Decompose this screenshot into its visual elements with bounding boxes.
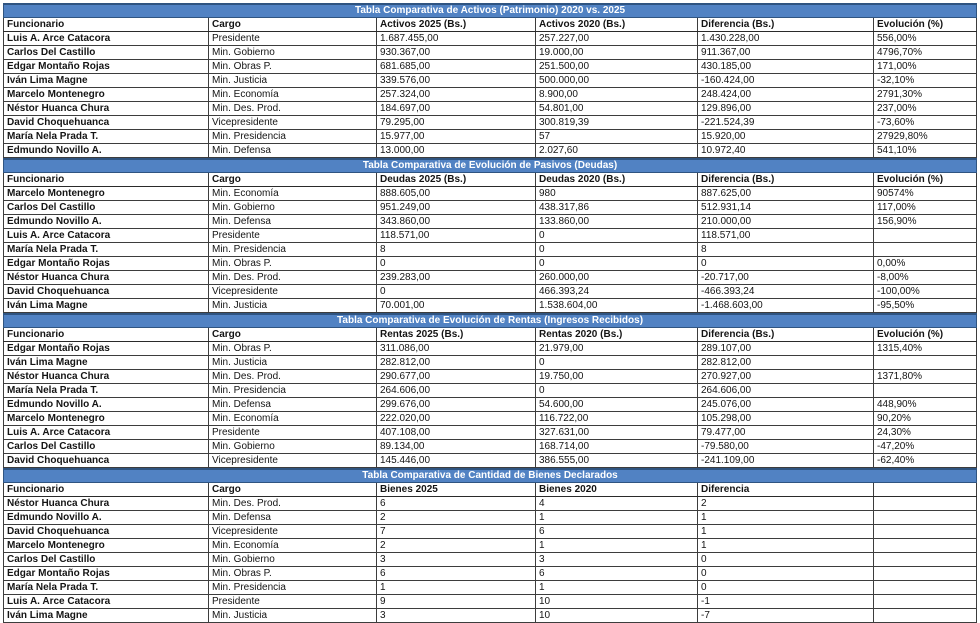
- cell-evolucion: [874, 609, 977, 623]
- column-header-evolucion: Evolución (%): [874, 328, 977, 342]
- cell-val-2020: 8.900,00: [536, 88, 698, 102]
- cell-cargo: Min. Presidencia: [209, 243, 377, 257]
- cell-funcionario: Marcelo Montenegro: [4, 88, 209, 102]
- cell-cargo: Min. Des. Prod.: [209, 271, 377, 285]
- cell-funcionario: Néstor Huanca Chura: [4, 370, 209, 384]
- cell-val-2025: 888.605,00: [377, 187, 536, 201]
- table-row: [4, 88, 977, 102]
- cell-cargo: Min. Justicia: [209, 74, 377, 88]
- cell-val-2025: 13.000,00: [377, 144, 536, 158]
- cell-evolucion: [874, 553, 977, 567]
- column-header-diferencia: Diferencia (Bs.): [698, 328, 874, 342]
- column-header-evolucion: Evolución (%): [874, 18, 977, 32]
- table-row: [4, 595, 977, 609]
- cell-funcionario: Edmundo Novillo A.: [4, 144, 209, 158]
- cell-val-2025: 3: [377, 609, 536, 623]
- cell-val-2025: 8: [377, 243, 536, 257]
- table-row: [4, 511, 977, 525]
- cell-val-2025: 145.446,00: [377, 454, 536, 468]
- cell-val-2025: 79.295,00: [377, 116, 536, 130]
- table-row: [4, 229, 977, 243]
- cell-funcionario: Néstor Huanca Chura: [4, 497, 209, 511]
- cell-val-2020: 500.000,00: [536, 74, 698, 88]
- cell-diferencia: 118.571,00: [698, 229, 874, 243]
- cell-val-2025: 0: [377, 285, 536, 299]
- cell-val-2020: 6: [536, 525, 698, 539]
- table-header-row: [4, 18, 977, 32]
- cell-evolucion: 237,00%: [874, 102, 977, 116]
- cell-val-2020: 0: [536, 257, 698, 271]
- cell-cargo: Presidente: [209, 426, 377, 440]
- cell-funcionario: Edmundo Novillo A.: [4, 398, 209, 412]
- cell-val-2025: 9: [377, 595, 536, 609]
- cell-val-2025: 3: [377, 553, 536, 567]
- cell-funcionario: María Nela Prada T.: [4, 581, 209, 595]
- cell-funcionario: Carlos Del Castillo: [4, 440, 209, 454]
- cell-val-2025: 2: [377, 511, 536, 525]
- cell-evolucion: 27929,80%: [874, 130, 977, 144]
- cell-val-2020: 133.860,00: [536, 215, 698, 229]
- column-header-val-2020: Deudas 2020 (Bs.): [536, 173, 698, 187]
- cell-funcionario: Luis A. Arce Catacora: [4, 595, 209, 609]
- table-row: [4, 356, 977, 370]
- cell-evolucion: 1315,40%: [874, 342, 977, 356]
- cell-cargo: Min. Economía: [209, 412, 377, 426]
- cell-val-2020: 10: [536, 609, 698, 623]
- cell-val-2020: 19.750,00: [536, 370, 698, 384]
- cell-cargo: Min. Justicia: [209, 299, 377, 313]
- cell-cargo: Min. Economía: [209, 88, 377, 102]
- cell-val-2020: 438.317,86: [536, 201, 698, 215]
- cell-diferencia: 282.812,00: [698, 356, 874, 370]
- cell-cargo: Vicepresidente: [209, 454, 377, 468]
- cell-diferencia: -160.424,00: [698, 74, 874, 88]
- cell-val-2020: 1: [536, 539, 698, 553]
- cell-evolucion: [874, 243, 977, 257]
- table-row: [4, 116, 977, 130]
- cell-cargo: Presidente: [209, 32, 377, 46]
- cell-val-2020: 21.979,00: [536, 342, 698, 356]
- column-header-evolucion: Evolución (%): [874, 173, 977, 187]
- table-row: [4, 32, 977, 46]
- cell-funcionario: Carlos Del Castillo: [4, 201, 209, 215]
- cell-val-2025: 951.249,00: [377, 201, 536, 215]
- cell-cargo: Min. Defensa: [209, 511, 377, 525]
- cell-cargo: Vicepresidente: [209, 116, 377, 130]
- cell-val-2020: 257.227,00: [536, 32, 698, 46]
- cell-val-2025: 290.677,00: [377, 370, 536, 384]
- cell-diferencia: 8: [698, 243, 874, 257]
- cell-diferencia: 887.625,00: [698, 187, 874, 201]
- table-row: [4, 46, 977, 60]
- cell-val-2025: 1: [377, 581, 536, 595]
- cell-cargo: Min. Obras P.: [209, 60, 377, 74]
- table-row: [4, 243, 977, 257]
- cell-val-2025: 299.676,00: [377, 398, 536, 412]
- cell-val-2020: 1: [536, 581, 698, 595]
- cell-val-2025: 89.134,00: [377, 440, 536, 454]
- cell-diferencia: 0: [698, 257, 874, 271]
- column-header-val-2025: Rentas 2025 (Bs.): [377, 328, 536, 342]
- cell-val-2020: 10: [536, 595, 698, 609]
- cell-val-2025: 2: [377, 539, 536, 553]
- table-title: Tabla Comparativa de Evolución de Pasivos (Deudas): [4, 159, 977, 173]
- cell-diferencia: -241.109,00: [698, 454, 874, 468]
- table-title: Tabla Comparativa de Activos (Patrimonio) 2020 vs. 2025: [4, 4, 977, 18]
- cell-funcionario: Néstor Huanca Chura: [4, 102, 209, 116]
- cell-val-2025: 6: [377, 497, 536, 511]
- table-title-row: [4, 4, 977, 18]
- cell-evolucion: 556,00%: [874, 32, 977, 46]
- cell-cargo: Min. Presidencia: [209, 130, 377, 144]
- cell-evolucion: [874, 595, 977, 609]
- table-row: [4, 539, 977, 553]
- table-row: [4, 201, 977, 215]
- cell-funcionario: Luis A. Arce Catacora: [4, 229, 209, 243]
- table-row: [4, 497, 977, 511]
- cell-evolucion: -62,40%: [874, 454, 977, 468]
- cell-cargo: Vicepresidente: [209, 285, 377, 299]
- cell-val-2020: 1.538.604,00: [536, 299, 698, 313]
- cell-diferencia: 248.424,00: [698, 88, 874, 102]
- cell-val-2025: 311.086,00: [377, 342, 536, 356]
- cell-cargo: Min. Des. Prod.: [209, 102, 377, 116]
- cell-diferencia: 15.920,00: [698, 130, 874, 144]
- table-row: [4, 299, 977, 313]
- table-activos: [3, 3, 977, 158]
- cell-funcionario: Néstor Huanca Chura: [4, 271, 209, 285]
- cell-funcionario: María Nela Prada T.: [4, 130, 209, 144]
- cell-diferencia: 289.107,00: [698, 342, 874, 356]
- cell-funcionario: Marcelo Montenegro: [4, 187, 209, 201]
- table-row: [4, 342, 977, 356]
- cell-funcionario: David Choquehuanca: [4, 116, 209, 130]
- cell-val-2020: 54.801,00: [536, 102, 698, 116]
- cell-funcionario: María Nela Prada T.: [4, 384, 209, 398]
- cell-val-2025: 681.685,00: [377, 60, 536, 74]
- cell-val-2025: 222.020,00: [377, 412, 536, 426]
- cell-diferencia: 270.927,00: [698, 370, 874, 384]
- cell-val-2020: 251.500,00: [536, 60, 698, 74]
- cell-val-2025: 239.283,00: [377, 271, 536, 285]
- cell-val-2025: 343.860,00: [377, 215, 536, 229]
- cell-cargo: Presidente: [209, 595, 377, 609]
- cell-diferencia: 1: [698, 525, 874, 539]
- cell-evolucion: [874, 497, 977, 511]
- cell-evolucion: 2791,30%: [874, 88, 977, 102]
- cell-diferencia: 1.430.228,00: [698, 32, 874, 46]
- column-header-funcionario: Funcionario: [4, 483, 209, 497]
- cell-evolucion: 541,10%: [874, 144, 977, 158]
- cell-evolucion: -73,60%: [874, 116, 977, 130]
- cell-diferencia: 210.000,00: [698, 215, 874, 229]
- table-row: [4, 370, 977, 384]
- cell-diferencia: 245.076,00: [698, 398, 874, 412]
- cell-cargo: Min. Presidencia: [209, 581, 377, 595]
- cell-evolucion: 24,30%: [874, 426, 977, 440]
- cell-diferencia: 1: [698, 511, 874, 525]
- comparison-tables-container: [3, 3, 976, 623]
- cell-funcionario: Carlos Del Castillo: [4, 553, 209, 567]
- table-row: [4, 525, 977, 539]
- cell-val-2025: 7: [377, 525, 536, 539]
- cell-evolucion: -47,20%: [874, 440, 977, 454]
- table-rentas: [3, 313, 977, 468]
- cell-evolucion: 448,90%: [874, 398, 977, 412]
- cell-evolucion: 1371,80%: [874, 370, 977, 384]
- table-title: Tabla Comparativa de Cantidad de Bienes Declarados: [4, 469, 977, 483]
- table-title-row: [4, 469, 977, 483]
- cell-cargo: Min. Obras P.: [209, 342, 377, 356]
- cell-funcionario: Iván Lima Magne: [4, 356, 209, 370]
- cell-evolucion: [874, 384, 977, 398]
- cell-evolucion: [874, 567, 977, 581]
- table-row: [4, 384, 977, 398]
- cell-val-2020: 466.393,24: [536, 285, 698, 299]
- cell-funcionario: Marcelo Montenegro: [4, 539, 209, 553]
- cell-funcionario: Edgar Montaño Rojas: [4, 257, 209, 271]
- cell-diferencia: 264.606,00: [698, 384, 874, 398]
- table-row: [4, 426, 977, 440]
- cell-val-2025: 15.977,00: [377, 130, 536, 144]
- cell-diferencia: 0: [698, 581, 874, 595]
- table-row: [4, 257, 977, 271]
- cell-funcionario: Iván Lima Magne: [4, 74, 209, 88]
- cell-funcionario: Iván Lima Magne: [4, 299, 209, 313]
- table-row: [4, 454, 977, 468]
- cell-cargo: Min. Gobierno: [209, 440, 377, 454]
- cell-val-2020: 0: [536, 229, 698, 243]
- column-header-funcionario: Funcionario: [4, 18, 209, 32]
- column-header-cargo: Cargo: [209, 328, 377, 342]
- cell-cargo: Min. Justicia: [209, 609, 377, 623]
- column-header-val-2025: Bienes 2025: [377, 483, 536, 497]
- column-header-funcionario: Funcionario: [4, 173, 209, 187]
- cell-funcionario: Edgar Montaño Rojas: [4, 342, 209, 356]
- cell-cargo: Min. Presidencia: [209, 384, 377, 398]
- cell-evolucion: -95,50%: [874, 299, 977, 313]
- cell-cargo: Min. Obras P.: [209, 257, 377, 271]
- cell-evolucion: -8,00%: [874, 271, 977, 285]
- table-title: Tabla Comparativa de Evolución de Rentas (Ingresos Recibidos): [4, 314, 977, 328]
- table-row: [4, 130, 977, 144]
- table-row: [4, 60, 977, 74]
- column-header-cargo: Cargo: [209, 483, 377, 497]
- cell-val-2020: 6: [536, 567, 698, 581]
- cell-val-2020: 57: [536, 130, 698, 144]
- table-row: [4, 144, 977, 158]
- cell-val-2025: 6: [377, 567, 536, 581]
- cell-val-2020: 0: [536, 384, 698, 398]
- cell-diferencia: 79.477,00: [698, 426, 874, 440]
- column-header-val-2020: Bienes 2020: [536, 483, 698, 497]
- cell-val-2025: 257.324,00: [377, 88, 536, 102]
- table-header-row: [4, 483, 977, 497]
- cell-evolucion: 171,00%: [874, 60, 977, 74]
- cell-val-2025: 930.367,00: [377, 46, 536, 60]
- column-header-diferencia: Diferencia: [698, 483, 874, 497]
- cell-diferencia: -79.580,00: [698, 440, 874, 454]
- table-row: [4, 102, 977, 116]
- table-header-row: [4, 173, 977, 187]
- cell-evolucion: 117,00%: [874, 201, 977, 215]
- column-header-val-2020: Rentas 2020 (Bs.): [536, 328, 698, 342]
- cell-diferencia: 430.185,00: [698, 60, 874, 74]
- table-pasivos: [3, 158, 977, 313]
- cell-evolucion: -100,00%: [874, 285, 977, 299]
- cell-cargo: Min. Defensa: [209, 215, 377, 229]
- column-header-evolucion: [874, 483, 977, 497]
- cell-evolucion: 90,20%: [874, 412, 977, 426]
- cell-evolucion: [874, 356, 977, 370]
- cell-val-2025: 1.687.455,00: [377, 32, 536, 46]
- cell-evolucion: [874, 525, 977, 539]
- cell-funcionario: Luis A. Arce Catacora: [4, 426, 209, 440]
- column-header-cargo: Cargo: [209, 18, 377, 32]
- cell-diferencia: -221.524,39: [698, 116, 874, 130]
- column-header-funcionario: Funcionario: [4, 328, 209, 342]
- table-row: [4, 581, 977, 595]
- table-row: [4, 412, 977, 426]
- cell-val-2020: 54.600,00: [536, 398, 698, 412]
- cell-diferencia: 512.931,14: [698, 201, 874, 215]
- table-row: [4, 567, 977, 581]
- cell-evolucion: 156,90%: [874, 215, 977, 229]
- cell-cargo: Min. Justicia: [209, 356, 377, 370]
- cell-cargo: Min. Defensa: [209, 144, 377, 158]
- table-row: [4, 440, 977, 454]
- cell-diferencia: -7: [698, 609, 874, 623]
- cell-diferencia: 129.896,00: [698, 102, 874, 116]
- cell-cargo: Min. Defensa: [209, 398, 377, 412]
- cell-cargo: Min. Gobierno: [209, 201, 377, 215]
- cell-funcionario: Edgar Montaño Rojas: [4, 60, 209, 74]
- cell-evolucion: -32,10%: [874, 74, 977, 88]
- cell-val-2020: 260.000,00: [536, 271, 698, 285]
- cell-val-2025: 118.571,00: [377, 229, 536, 243]
- cell-diferencia: -1.468.603,00: [698, 299, 874, 313]
- table-row: [4, 609, 977, 623]
- cell-evolucion: [874, 539, 977, 553]
- cell-evolucion: 0,00%: [874, 257, 977, 271]
- cell-diferencia: 2: [698, 497, 874, 511]
- cell-cargo: Min. Des. Prod.: [209, 370, 377, 384]
- cell-val-2020: 19.000,00: [536, 46, 698, 60]
- cell-diferencia: 10.972,40: [698, 144, 874, 158]
- cell-val-2025: 70.001,00: [377, 299, 536, 313]
- cell-val-2025: 184.697,00: [377, 102, 536, 116]
- cell-diferencia: 0: [698, 567, 874, 581]
- cell-funcionario: Iván Lima Magne: [4, 609, 209, 623]
- cell-diferencia: -20.717,00: [698, 271, 874, 285]
- table-row: [4, 187, 977, 201]
- table-row: [4, 398, 977, 412]
- cell-funcionario: Edmundo Novillo A.: [4, 511, 209, 525]
- cell-val-2020: 386.555,00: [536, 454, 698, 468]
- cell-cargo: Min. Economía: [209, 539, 377, 553]
- cell-val-2020: 0: [536, 243, 698, 257]
- cell-evolucion: 90574%: [874, 187, 977, 201]
- cell-evolucion: [874, 581, 977, 595]
- column-header-cargo: Cargo: [209, 173, 377, 187]
- cell-funcionario: María Nela Prada T.: [4, 243, 209, 257]
- cell-val-2020: 327.631,00: [536, 426, 698, 440]
- cell-val-2020: 1: [536, 511, 698, 525]
- column-header-val-2025: Activos 2025 (Bs.): [377, 18, 536, 32]
- table-row: [4, 74, 977, 88]
- cell-cargo: Vicepresidente: [209, 525, 377, 539]
- cell-val-2025: 282.812,00: [377, 356, 536, 370]
- cell-funcionario: Marcelo Montenegro: [4, 412, 209, 426]
- table-row: [4, 215, 977, 229]
- cell-cargo: Min. Des. Prod.: [209, 497, 377, 511]
- cell-val-2025: 407.108,00: [377, 426, 536, 440]
- cell-val-2020: 0: [536, 356, 698, 370]
- column-header-diferencia: Diferencia (Bs.): [698, 173, 874, 187]
- cell-cargo: Presidente: [209, 229, 377, 243]
- table-header-row: [4, 328, 977, 342]
- cell-diferencia: 911.367,00: [698, 46, 874, 60]
- table-bienes: [3, 468, 977, 623]
- table-row: [4, 285, 977, 299]
- cell-cargo: Min. Economía: [209, 187, 377, 201]
- cell-funcionario: David Choquehuanca: [4, 454, 209, 468]
- cell-funcionario: David Choquehuanca: [4, 285, 209, 299]
- cell-cargo: Min. Obras P.: [209, 567, 377, 581]
- cell-diferencia: 105.298,00: [698, 412, 874, 426]
- cell-val-2025: 339.576,00: [377, 74, 536, 88]
- cell-val-2020: 980: [536, 187, 698, 201]
- cell-diferencia: 1: [698, 539, 874, 553]
- cell-funcionario: Edmundo Novillo A.: [4, 215, 209, 229]
- table-row: [4, 553, 977, 567]
- cell-val-2025: 264.606,00: [377, 384, 536, 398]
- cell-funcionario: Edgar Montaño Rojas: [4, 567, 209, 581]
- cell-funcionario: Carlos Del Castillo: [4, 46, 209, 60]
- cell-evolucion: [874, 511, 977, 525]
- cell-val-2020: 116.722,00: [536, 412, 698, 426]
- column-header-diferencia: Diferencia (Bs.): [698, 18, 874, 32]
- table-title-row: [4, 314, 977, 328]
- table-row: [4, 271, 977, 285]
- cell-cargo: Min. Gobierno: [209, 553, 377, 567]
- cell-val-2020: 2.027,60: [536, 144, 698, 158]
- cell-diferencia: -466.393,24: [698, 285, 874, 299]
- cell-val-2020: 300.819,39: [536, 116, 698, 130]
- column-header-val-2020: Activos 2020 (Bs.): [536, 18, 698, 32]
- column-header-val-2025: Deudas 2025 (Bs.): [377, 173, 536, 187]
- cell-diferencia: -1: [698, 595, 874, 609]
- cell-val-2020: 3: [536, 553, 698, 567]
- table-title-row: [4, 159, 977, 173]
- cell-val-2020: 4: [536, 497, 698, 511]
- cell-diferencia: 0: [698, 553, 874, 567]
- cell-evolucion: [874, 229, 977, 243]
- cell-val-2020: 168.714,00: [536, 440, 698, 454]
- cell-val-2025: 0: [377, 257, 536, 271]
- cell-funcionario: Luis A. Arce Catacora: [4, 32, 209, 46]
- cell-funcionario: David Choquehuanca: [4, 525, 209, 539]
- cell-cargo: Min. Gobierno: [209, 46, 377, 60]
- cell-evolucion: 4796,70%: [874, 46, 977, 60]
